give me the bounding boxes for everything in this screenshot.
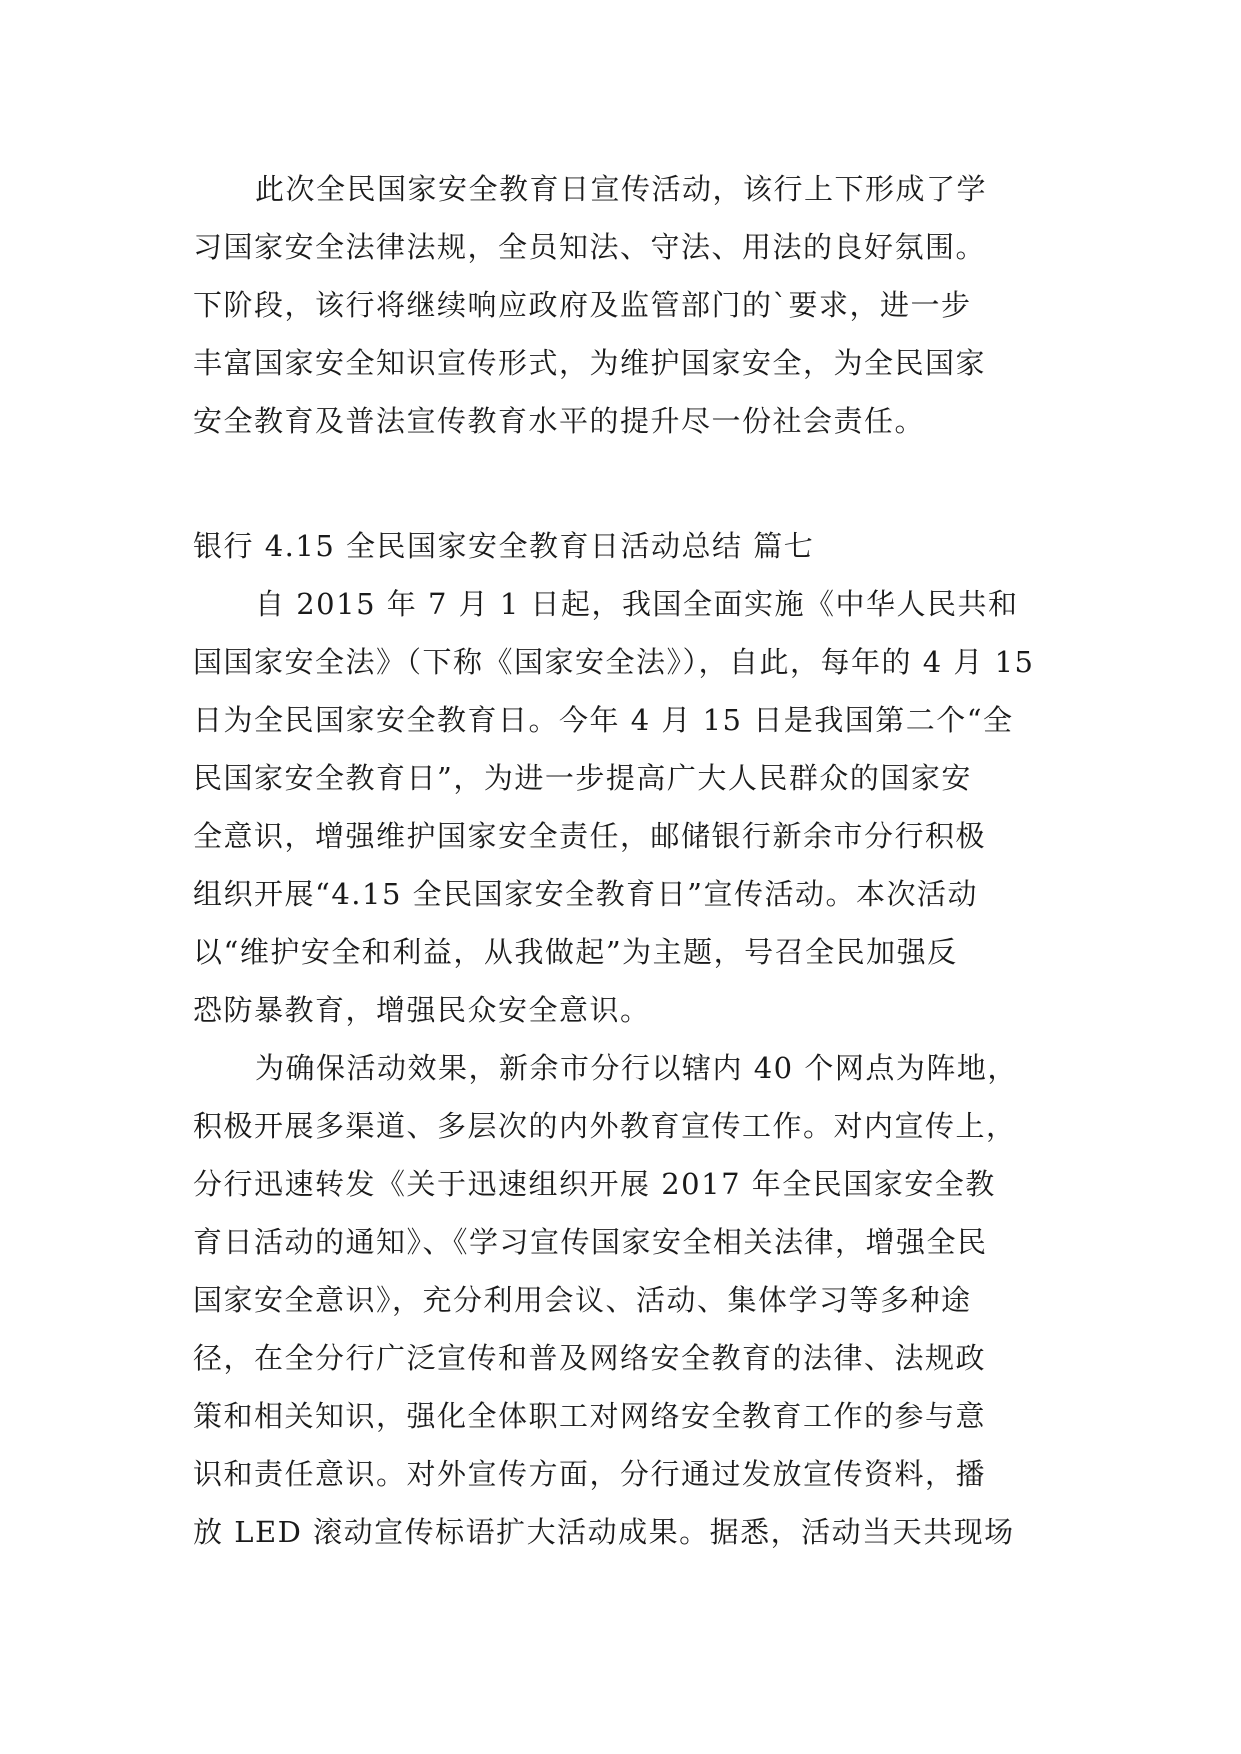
paragraph-line: 径，在全分行广泛宣传和普及网络安全教育的法律、法规政: [193, 1341, 987, 1375]
paragraph-line: 以“维护安全和利益，从我做起”为主题，号召全民加强反: [193, 935, 958, 969]
paragraph-intro: [193, 575, 1053, 1039]
paragraph-line: 安全教育及普法宣传教育水平的提升尽一份社会责任。: [193, 404, 926, 438]
paragraph-closing: [193, 160, 1053, 450]
paragraph-line: 全意识，增强维护国家安全责任，邮储银行新余市分行积极: [193, 819, 987, 853]
section-title: 银行 4.15 全民国家安全教育日活动总结 篇七: [193, 529, 815, 563]
document-body: [193, 160, 1053, 1561]
paragraph-line: 组织开展“4.15 全民国家安全教育日”宣传活动。本次活动: [193, 877, 978, 911]
paragraph-line: 民国家安全教育日”，为进一步提高广大人民群众的国家安: [193, 761, 972, 795]
paragraph-line: 识和责任意识。对外宣传方面，分行通过发放宣传资料，播: [193, 1457, 987, 1491]
paragraph-line: 育日活动的通知》、《学习宣传国家安全相关法律，增强全民: [193, 1225, 988, 1259]
section-gap: [193, 450, 1053, 517]
paragraph-line: 日为全民国家安全教育日。今年 4 月 15 日是我国第二个“全: [193, 703, 1014, 737]
paragraph-line: 恐防暴教育，增强民众安全意识。: [193, 993, 651, 1027]
paragraph-line: 国国家安全法》（下称《国家安全法》），自此，每年的 4 月 15: [193, 645, 1035, 679]
paragraph-line: 放 LED 滚动宣传标语扩大活动成果。据悉，活动当天共现场: [193, 1515, 1015, 1549]
paragraph-line: 此次全民国家安全教育日宣传活动，该行上下形成了学: [255, 172, 988, 206]
paragraph-line: 分行迅速转发《关于迅速组织开展 2017 年全民国家安全教: [193, 1167, 996, 1201]
paragraph-line: 下阶段，该行将继续响应政府及监管部门的`要求，进一步: [193, 288, 972, 322]
paragraph-line: 自 2015 年 7 月 1 日起，我国全面实施《中华人民共和: [255, 587, 1019, 621]
paragraph-activities: [193, 1039, 1053, 1561]
paragraph-line: 国家安全意识》，充分利用会议、活动、集体学习等多种途: [193, 1283, 972, 1317]
paragraph-line: 丰富国家安全知识宣传形式，为维护国家安全，为全民国家: [193, 346, 987, 380]
paragraph-line: 策和相关知识，强化全体职工对网络安全教育工作的参与意: [193, 1399, 987, 1433]
paragraph-line: 积极开展多渠道、多层次的内外教育宣传工作。对内宣传上，: [193, 1109, 1017, 1143]
paragraph-line: 为确保活动效果，新余市分行以辖内 40 个网点为阵地，: [255, 1051, 1018, 1085]
paragraph-line: 习国家安全法律法规，全员知法、守法、用法的良好氛围。: [193, 230, 987, 264]
